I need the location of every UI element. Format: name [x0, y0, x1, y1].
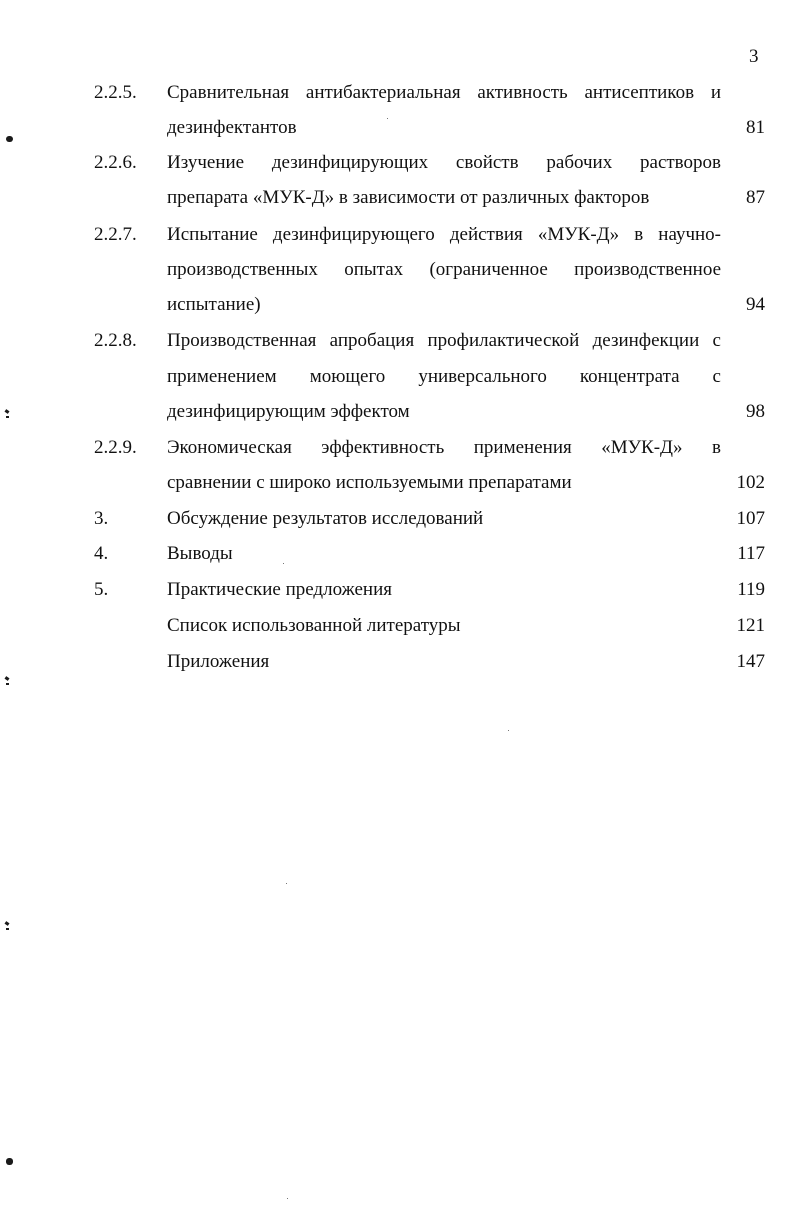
toc-entry-page: 147 — [736, 651, 765, 672]
toc-entry-page: 87 — [746, 187, 765, 208]
toc-entry-page: 119 — [737, 579, 765, 600]
toc-entry-line: дезинфицирующим эффектом — [167, 401, 410, 422]
toc-entry-line: Список использованной литературы — [167, 615, 461, 636]
scan-mark — [6, 416, 9, 418]
scan-speck — [287, 1198, 288, 1199]
scan-mark — [5, 409, 10, 414]
scan-mark — [5, 921, 10, 926]
toc-entry-number: 5. — [94, 579, 109, 600]
toc-entry-line: препарата «МУК-Д» в зависимости от различных факторов — [167, 187, 650, 208]
scan-mark — [5, 676, 10, 681]
toc-entry-number: 2.2.5. — [94, 82, 137, 103]
scan-speck — [387, 118, 388, 119]
toc-entry-line: Испытание дезинфицирующего действия «МУК-Д» в научно- — [167, 224, 721, 245]
scan-mark — [6, 1158, 13, 1165]
toc-entry-line: Выводы — [167, 543, 233, 564]
toc-entry-number: 3. — [94, 508, 109, 529]
toc-entry-line: Производственная апробация профилактической дезинфекции с — [167, 330, 721, 351]
scan-speck — [286, 883, 287, 884]
toc-entry-line: Сравнительная антибактериальная активность антисептиков и — [167, 82, 721, 103]
toc-entry-page: 117 — [737, 543, 765, 564]
scan-mark — [6, 136, 13, 142]
toc-entry-number: 4. — [94, 543, 109, 564]
toc-entry-page: 107 — [736, 508, 765, 529]
toc-entry-page: 94 — [746, 294, 765, 315]
scan-mark — [6, 928, 9, 930]
toc-entry-number: 2.2.6. — [94, 152, 137, 173]
scan-speck — [283, 563, 284, 564]
toc-entry-line: применением моющего универсального концентрата с — [167, 366, 721, 387]
toc-entry-number: 2.2.7. — [94, 224, 137, 245]
toc-entry-line: Практические предложения — [167, 579, 392, 600]
toc-entry-page: 98 — [746, 401, 765, 422]
toc-entry-line: производственных опытах (ограниченное производственное — [167, 259, 721, 280]
toc-entry-number: 2.2.9. — [94, 437, 137, 458]
toc-entry-line: Приложения — [167, 651, 270, 672]
toc-entry-line: сравнении с широко используемыми препаратами — [167, 472, 572, 493]
toc-entry-page: 121 — [736, 615, 765, 636]
toc-entry-number: 2.2.8. — [94, 330, 137, 351]
scan-speck — [508, 730, 509, 731]
scan-mark — [6, 683, 9, 685]
toc-entry-line: Экономическая эффективность применения «МУК-Д» в — [167, 437, 721, 458]
page-number: 3 — [749, 46, 759, 67]
toc-entry-line: Обсуждение результатов исследований — [167, 508, 484, 529]
toc-entry-line: испытание) — [167, 294, 261, 315]
toc-entry-line: Изучение дезинфицирующих свойств рабочих растворов — [167, 152, 721, 173]
toc-entry-line: дезинфектантов — [167, 117, 297, 138]
toc-entry-page: 102 — [736, 472, 765, 493]
toc-entry-page: 81 — [746, 117, 765, 138]
